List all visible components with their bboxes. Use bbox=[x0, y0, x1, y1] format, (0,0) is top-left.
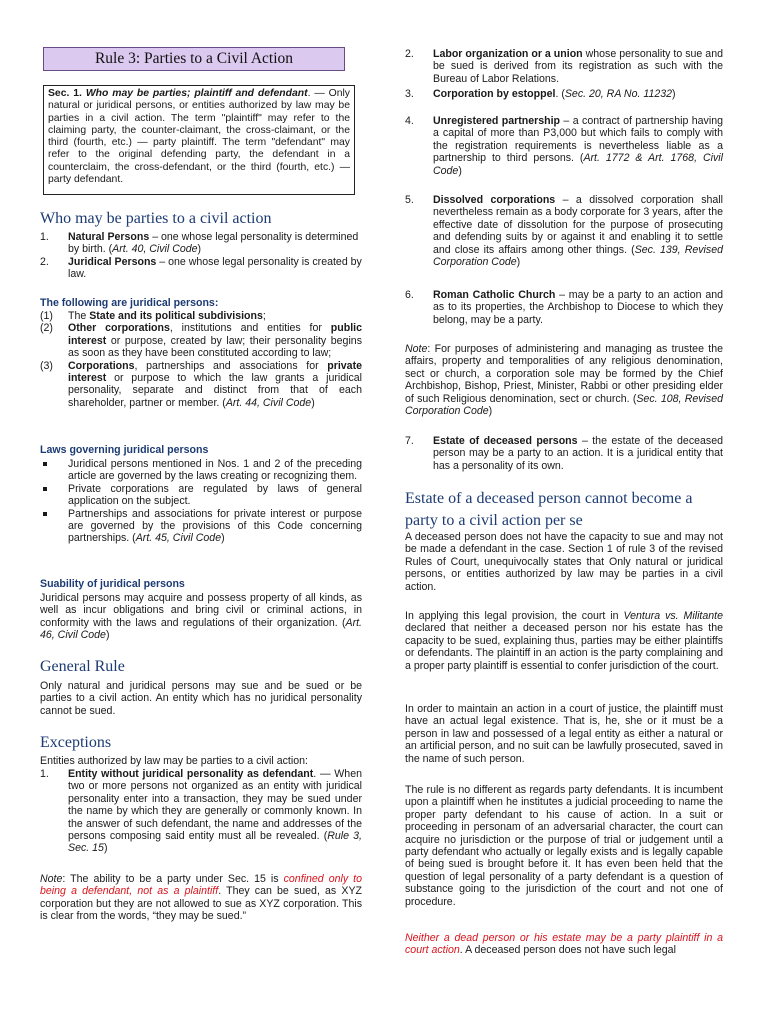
exceptions-list bbox=[40, 768, 362, 855]
right-item-7: 7. Estate of deceased persons – the estate of the deceased person may be a party to an action. It is a juridical entity that has a personality of its own. bbox=[405, 435, 723, 472]
right-note: Note: For purposes of administering and managing as trustee the affairs, property and temporalities of any religious denomination, sect or church, a corporation sole may be formed by the Chief Archbishop, Bishop, Priest, Minister, Rabbi or other presiding elder of such Religious denomination, sect or church. (Sec. 108, Revised Corporation Code) bbox=[405, 343, 723, 418]
juridical-heading: The following are juridical persons: bbox=[40, 297, 219, 309]
estate-heading: Estate of a deceased person cannot become a party to a civil action per se bbox=[405, 490, 693, 529]
rule-title: Rule 3: Parties to a Civil Action bbox=[43, 47, 345, 71]
exceptions-item: 1. Entity without juridical personality as defendant. — When two or more persons not organized as an entity with juridical personality enter into a transaction, they may be sued under the name by which they are generally or commonly known. In the answer of such defendant, the name and addresses of the persons composing said entity must all be revealed. (Rule 3, Sec. 15) bbox=[40, 768, 362, 855]
sec-label: Sec. 1. bbox=[48, 88, 82, 99]
laws-item: Private corporations are regulated by laws of general application on the subject. bbox=[40, 483, 362, 508]
laws-heading: Laws governing juridical persons bbox=[40, 444, 209, 456]
section-1-box bbox=[43, 85, 355, 195]
juridical-list bbox=[40, 310, 362, 409]
suability-paragraph: Juridical persons may acquire and possess property of all kinds, as well as incur obligations and bring civil or criminal actions, in conformity with the laws and regulations of their organization. (Art. 46, Civil Code) bbox=[40, 592, 362, 642]
laws-item: Partnerships and associations for private interest or purpose are governed by the provisions of this Code concerning partnerships. (Art. 45, Civil Code) bbox=[40, 508, 362, 545]
suability-heading: Suability of juridical persons bbox=[40, 578, 185, 590]
general-rule-paragraph: Only natural and juridical persons may sue and be sued or be parties to a civil action. An entity which has no juridical personality cannot be sued. bbox=[40, 680, 362, 717]
estate-paragraph-2: In applying this legal provision, the court in Ventura vs. Militante declared that neither a deceased person nor his estate has the capacity to be sued, explaining thus, parties may be either plaintiffs or defendants. The plaintiff in an action is the party complaining and a proper party plaintiff is essential to confer jurisdiction of the court. bbox=[405, 610, 723, 672]
exceptions-intro: Entities authorized by law may be parties to a civil action: bbox=[40, 755, 308, 767]
who-item: 2. Juridical Persons – one whose legal personality is created by law. bbox=[40, 255, 362, 281]
juridical-item: (1) The State and its political subdivisions; bbox=[40, 310, 266, 322]
who-heading: Who may be parties to a civil action bbox=[40, 210, 272, 227]
right-item-4: 4. Unregistered partnership – a contract of partnership having a capital of more than P3,000 but which fails to comply with the registration requirements is nevertheless liable as a partnership to third persons. (Art. 1772 & Art. 1768, Civil Code) bbox=[405, 115, 723, 177]
general-rule-heading: General Rule bbox=[40, 658, 125, 675]
sec-body: . — Only natural or juridical persons, or entities authorized by law may be parties in a civil action. The term "plaintiff" may refer to the claiming party, the counter-claimant, the cross-claimant, or the third (fourth, etc.) — party plaintiff. The term "defendant" may refer to the original defending party, the defendant in a counterclaim, the cross-defendant, or the third (fourth, etc.) — party defendant. bbox=[48, 88, 350, 186]
right-item-6: 6. Roman Catholic Church – may be a party to an action and as to its properties, the Archbishop to Diocese to which they belong, may be a party. bbox=[405, 289, 723, 326]
juridical-item: (2) Other corporations, institutions and entities for public interest or purpose, created by law; their personality begins as soon as they have been constituted according to law; bbox=[40, 322, 362, 360]
juridical-item: (3) Corporations, partnerships and associations for private interest or purpose to which the law grants a juridical personality, separate and distinct from that of each shareholder, partner or member. (Art. 44, Civil Code) bbox=[40, 359, 362, 409]
estate-paragraph-3: In order to maintain an action in a court of justice, the plaintiff must have an actual legal existence. That is, he, she or it must be a person in law and possessed of a legal entity as either a natural or an artificial person, and no suit can be lawfully prosecuted, saved in the name of such person. bbox=[405, 703, 723, 765]
laws-list bbox=[40, 458, 362, 545]
who-item: 1. Natural Persons – one whose legal personality is determined by birth. (Art. 40, Civil Code) bbox=[40, 231, 359, 256]
exceptions-heading: Exceptions bbox=[40, 734, 112, 751]
left-note: Note: The ability to be a party under Sec. 15 is confined only to being a defendant, not as a plaintiff. They can be sued, as XYZ corporation but they are not allowed to sue as XYZ corporation. This is clear from the words, “they may be sued.” bbox=[40, 873, 362, 923]
laws-item: Juridical persons mentioned in Nos. 1 and 2 of the preceding article are governed by the laws creating or recognizing them. bbox=[40, 458, 362, 483]
estate-paragraph-1: A deceased person does not have the capacity to sue and may not be made a defendant in the case. Section 1 of rule 3 of the revised Rules of Court, unequivocally states that Only natural or juridical persons, or entities authorized by law may be parties in a civil action. bbox=[405, 531, 723, 593]
sec-heading: Who may be parties; plaintiff and defendant bbox=[85, 88, 308, 99]
right-item-3: 3. Corporation by estoppel. (Sec. 20, RA No. 11232) bbox=[405, 88, 676, 100]
who-list bbox=[40, 231, 362, 281]
right-item-5: 5. Dissolved corporations – a dissolved corporation shall nevertheless remain as a body corporate for 3 years, after the effective date of dissolution for the purpose of prosecuting and defending suits by or against it and enabling it to settle and close its affairs among other things. (Sec. 139, Revised Corporation Code) bbox=[405, 194, 723, 269]
estate-paragraph-5: Neither a dead person or his estate may be a party plaintiff in a court action. A deceased person does not have such legal bbox=[405, 932, 723, 957]
estate-paragraph-4: The rule is no different as regards party defendants. It is incumbent upon a plaintiff when he institutes a judicial proceeding to name the proper party defendant to his cause of action. In a suit or proceeding in personam of an adversarial character, the court can acquire no jurisdiction or the purpose of trial or judgement until a party defendant who actually or legally exists and is legally capable of being sued is brought before it. It has even been held that the question of legal personality of a party defendant is a question of substance going to the jurisdiction of the court and not one of procedure. bbox=[405, 784, 723, 908]
right-item-2: 2. Labor organization or a union whose personality to sue and be sued is derived from its registration as such with the Bureau of Labor Relations. bbox=[405, 48, 723, 85]
